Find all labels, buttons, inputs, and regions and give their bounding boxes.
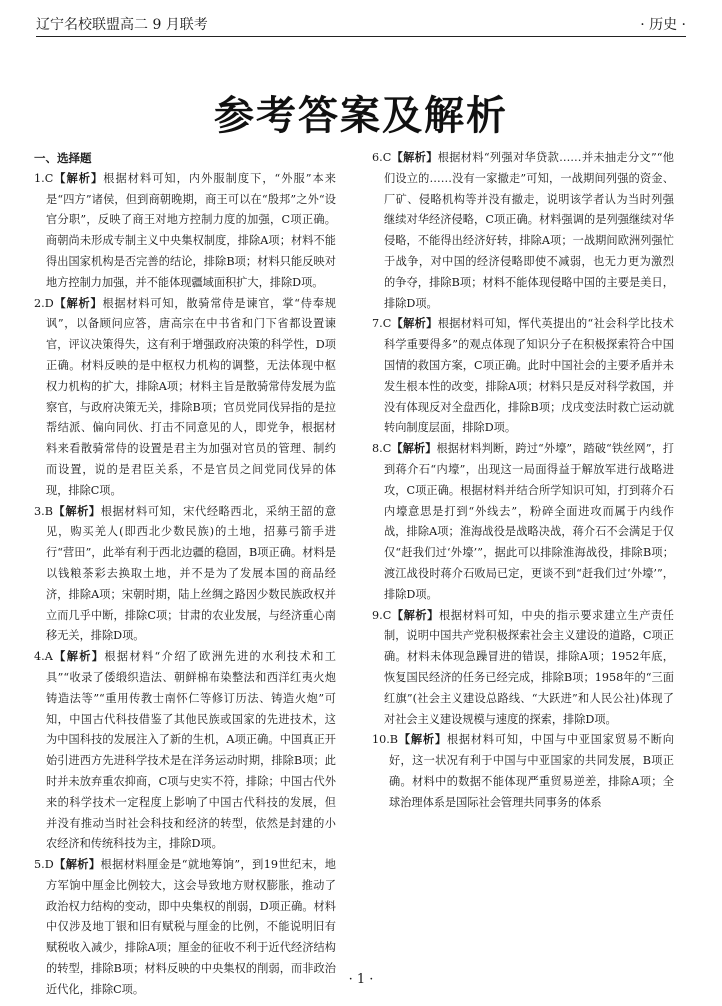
answer-text: 根据材料判断，跨过“外壕”，踏破“铁丝网”，打到蒋介石“内壕”，出现这一局面得益于解放军进行战略进攻，C项正确。根据材料并结合所学知识可知，打到蒋介石内壕意思是打到“外线去”，粉碎全面进攻而属于内线作战，排除A项；淮海战役是战略决战，蒋介石不会满足于仅仅“赶我们过‘外壕’”，据此可以排除淮海战役，排除B项；渡江战役时蒋介石败局已定，更谈不到“赶我们过‘外壕’”，排除D项。 (384, 442, 674, 601)
item-number: 8. (372, 442, 383, 456)
analysis-tag: 【解析】 (52, 650, 105, 664)
item-number: 1. (34, 171, 45, 185)
analysis-tag: 【解析】 (391, 317, 438, 331)
answer-text: 根据材料可知，宋代经略西北，采纳王韶的意见，购买羌人(即西北少数民族)的土地，招募弓箭手进行“营田”，此举有利于西北边疆的稳固，B项正确。材料是以钱粮茶彩去换取土地，并不是为了发展本国的商品经济，排除A项；宋朝时期，陆上丝绸之路因少数民族政权并立而几乎中断，排除C项；甘肃的农业发展，与经济重心南移无关，排除D项。 (46, 504, 336, 643)
analysis-tag: 【解析】 (52, 504, 101, 518)
answer-text: 根据材料厘金是“就地筹饷”，到19世纪末，地方军饷中厘金比例较大，这会导致地方财权膨胀，推动了政治权力结构的变动，即中央集权的削弱，D项正确。材料中仅涉及地丁银和旧有赋税与厘金的比例，不能说明旧有赋税收入减少，排除A项；厘金的征收不利于近代经济结构的转型，排除B项；材料反映的中央集权的削弱，而非政治近代化，排除C项。 (46, 858, 336, 996)
analysis-tag: 【解析】 (53, 296, 103, 310)
page-number: · 1 · (348, 972, 374, 987)
answer-letter: C (44, 171, 54, 185)
item-number: 7. (372, 317, 383, 331)
item-number: 3. (34, 504, 45, 518)
answer-item-8 (372, 439, 674, 605)
answer-letter: C (382, 151, 392, 164)
analysis-tag: 【解析】 (391, 442, 437, 456)
item-number: 2. (34, 296, 45, 310)
right-column (372, 148, 674, 814)
analysis-tag: 【解析】 (391, 608, 439, 622)
answer-item-1 (34, 169, 336, 294)
answer-letter: B (389, 733, 399, 747)
answer-text: 根据材料可知，内外服制度下，“外服”本来是“四方”诸侯，但到商朝晚期，商王可以在“殷邦”之外“设官分职”，反映了商王对地方控制力度的加强，C项正确。商朝尚未形成专制主义中央集权制度，排除A项；材料不能得出国家机构是否完善的结论，排除B项；材料只能反映对地方控制力加强，并不能体现疆域面积扩大，排除D项。 (46, 171, 336, 289)
answer-item-3 (34, 502, 336, 648)
analysis-tag: 【解析】 (391, 151, 438, 164)
answer-text: 根据材料可知，散骑常侍是谏官，掌“侍奉规讽”，以备顾问应答，唐高宗在中书省和门下省都设置谏官，评议决策得失，这有利于增强政府决策的科学性，D项正确。材料反映的是中枢权力机构的调整，无法体现中枢权力机构的扩大，排除A项；材料主旨是散骑常侍发展为监察官，与政府决策无关，排除B项；官员党同伐异指的是拉帮结派、偏向同伙、打击不同意见的人，即党争，根据材料来看散骑常侍的设置是君主为加强对官员的管理、制约而设置，说的是君臣关系，不是官员之间党同伐异的体现，排除C项。 (46, 296, 336, 497)
answer-letter: A (44, 650, 53, 664)
answer-text: 根据材料“介绍了欧洲先进的水利技术和工具”“收录了倭缎织造法、朝鲜棉布染整法和西洋红夷火炮铸造法等”“重用传教士南怀仁等修订历法、铸造火炮”可知，中国古代科技借鉴了其他民族或国家的先进技术，这为中国科技的发展注入了新的生机，A项正确。中国真正开始引进西方先进科学技术是在洋务运动时期，排除B项；此时并未放弃重农抑商，C项与史实不符，排除；中国古代外来的科学技术一定程度上影响了中国古代科技的发展，但并没有推动当时社会科技和经济的转型，依然是封建的小农经济和传统科技为主，排除D项。 (46, 650, 336, 851)
analysis-tag: 【解析】 (53, 171, 104, 185)
item-number: 4. (34, 650, 45, 664)
item-number: 5. (34, 858, 45, 872)
answer-letter: C (382, 608, 392, 622)
answer-letter: B (44, 504, 53, 518)
page-header (36, 8, 686, 37)
item-number: 10. (372, 733, 390, 747)
answer-item-2 (34, 294, 336, 502)
page-title: 参考答案及解析 (214, 93, 508, 139)
section-heading: 一、选择题 (34, 151, 92, 165)
item-number: 6. (372, 151, 383, 164)
answer-item-10 (372, 730, 674, 813)
left-column (34, 148, 336, 1001)
answer-item-4 (34, 647, 336, 855)
answer-text: 根据材料“列强对华贷款……并未抽走分文”“他们设立的……没有一家撤走”可知，一战期间列强的资金、厂矿、侵略机构等并没有撤走，说明该学者认为当时列强继续对华经济侵略，C项正确。材料强调的是列强继续对华侵略，不能得出经济好转，排除A项；一战期间欧洲列强忙于战争，对中国的经济侵略即使不减弱，也无力更为激烈的争夺，排除B项；材料不能体现侵略中国的主要是美日，排除D项。 (384, 151, 674, 310)
answer-letter: D (44, 296, 54, 310)
answer-item-7 (372, 314, 674, 439)
answer-letter: C (382, 317, 392, 331)
answer-text: 根据材料可知，恽代英提出的“社会科学比技术科学重要得多”的观点体现了知识分子在积极探索符合中国国情的救国方案，C项正确。此时中国社会的主要矛盾并未发生根本性的改变，排除A项；材料只是反对科学救国，并没有体现反对全盘西化，排除B项；戊戌变法时救亡运动就转向制度层面，排除D项。 (384, 317, 674, 435)
answer-letter: C (382, 442, 392, 456)
answer-text: 根据材料可知，中国与中亚国家贸易不断向好，这一状况有利于中国与中亚国家的共同发展，B项正确。材料中的数据不能体现严重贸易逆差，排除A项；全球治理体系是国际社会管理共同事务的体系 (389, 733, 674, 809)
answer-item-9 (372, 606, 674, 731)
subject-label: · 历史 · (640, 17, 686, 33)
item-number: 9. (372, 608, 383, 622)
answer-item-6 (372, 148, 674, 314)
answer-text: 根据材料可知，中央的指示要求建立生产责任制，说明中国共产党积极探索社会主义建设的道路，C项正确。材料未体现急躁冒进的错误，排除A项；1952年底，恢复国民经济的任务已经完成，排除B项；1958年的“三面红旗”(社会主义建设总路线、“大跃进”和人民公社)体现了对社会主义建设规模与速度的探索，排除D项。 (384, 608, 674, 726)
analysis-tag: 【解析】 (398, 733, 447, 747)
analysis-tag: 【解析】 (53, 858, 101, 872)
exam-name: 辽宁名校联盟高二 9 月联考 (36, 17, 208, 33)
answer-letter: D (44, 858, 54, 872)
